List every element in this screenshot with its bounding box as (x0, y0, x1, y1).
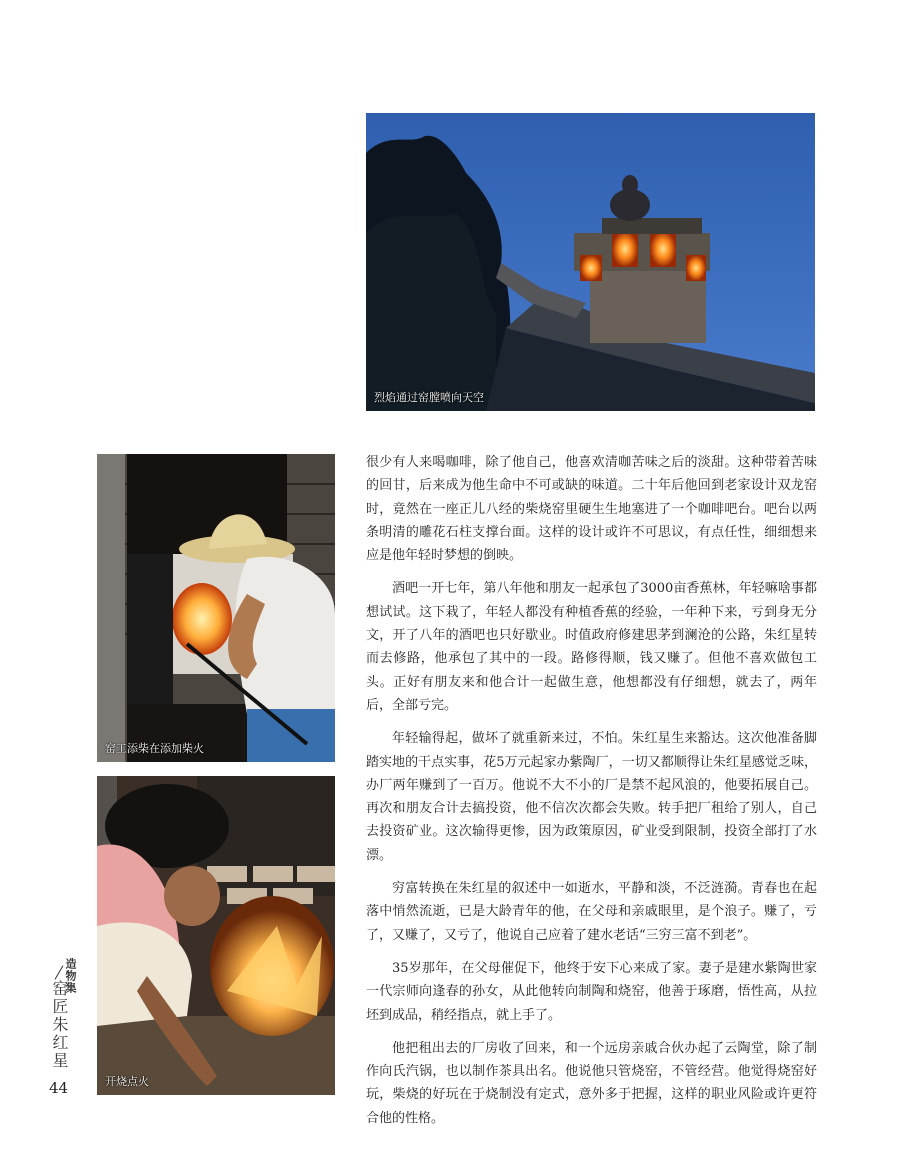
article-paragraph: 年轻输得起，做坏了就重新来过，不怕。朱红星生来豁达。这次他准备脚踏实地的干点实事，花5万元起家办紫陶厂，一切又都顺得让朱红星感觉乏味，办厂两年赚到了一百万。他说不大不小的厂是禁不起风浪的，他要拓展自己。再次和朋友合计去搞投资，他不信次次都会失败。转手把厂租给了别人，自己去投资矿业。这次输得更惨，因为政策原因，矿业受到限制，投资全部打了水漂。 (366, 731, 817, 863)
article-paragraph: 酒吧一开七年，第八年他和朋友一起承包了3000亩香蕉林，年轻嘛啥事都想试试。这下栽了，年轻人都没有种植香蕉的经验，一年种下来，亏到身无分文，开了八年的酒吧也只好歇业。时值政府修建思茅到澜沧的公路，朱红星转而去修路，他承包了其中的一段。路修得顺，钱又赚了。但他不喜欢做包工头。正好有朋友来和他合计一起做生意，他想都没有仔细想，就去了，两年后，全部亏完。 (366, 581, 817, 713)
article-paragraph: 穷富转换在朱红星的叙述中一如逝水，平静和淡，不泛涟漪。青春也在起落中悄然流逝，已是大龄青年的他，在父母和亲戚眼里，是个浪子。赚了，亏了，又赚了，又亏了，他说自己应着了建水老话“三穷三富不到老”。 (366, 881, 817, 943)
photo-caption: 开烧点火 (105, 1075, 149, 1088)
running-title: 窑匠朱红星 (50, 980, 69, 1070)
kiln-chimney-image (366, 113, 815, 411)
photo-kiln-chimney (366, 113, 815, 411)
article-paragraph: 他把租出去的厂房收了回来，和一个远房亲戚合伙办起了云陶堂，除了制作向氏汽锅，也以制作茶具出名。他说他只管烧窑，不管经营。他觉得烧窑好玩，柴烧的好玩在于烧制没有定式，意外多于把握，这样的职业风险或许更符合他的性格。 (366, 1040, 817, 1126)
lighting-fire-image (97, 776, 335, 1095)
article-paragraph: 很少有人来喝咖啡，除了他自己，他喜欢清咖苦味之后的淡甜。这种带着苦味的回甘，后来成为他生命中不可或缺的味道。二十年后他回到老家设计双龙窑时，竟然在一座正儿八经的柴烧窑里硬生生地塞进了一个咖啡吧台。吧台以两条明清的雕花石柱支撑台面。这样的设计或许不可思议，有点任性，细细想来应是他年轻时梦想的倒映。 (366, 455, 817, 564)
photo-caption: 窑工添柴在添加柴火 (105, 742, 204, 755)
photo-lighting-fire (97, 776, 335, 1095)
photo-kiln-worker (97, 454, 335, 762)
article-body (366, 451, 817, 1140)
kiln-worker-image (97, 454, 335, 762)
page-number: 44 (49, 1079, 69, 1097)
series-label: 造物集 (64, 958, 77, 994)
photo-caption: 烈焰通过窑膛喷向天空 (374, 391, 484, 404)
article-paragraph: 35岁那年，在父母催促下，他终于安下心来成了家。妻子是建水紫陶世家一代宗师向逢春的孙女，从此他转向制陶和烧窑，他善于琢磨，悟性高，从拉坯到成品，稍经指点，就上手了。 (366, 960, 817, 1023)
